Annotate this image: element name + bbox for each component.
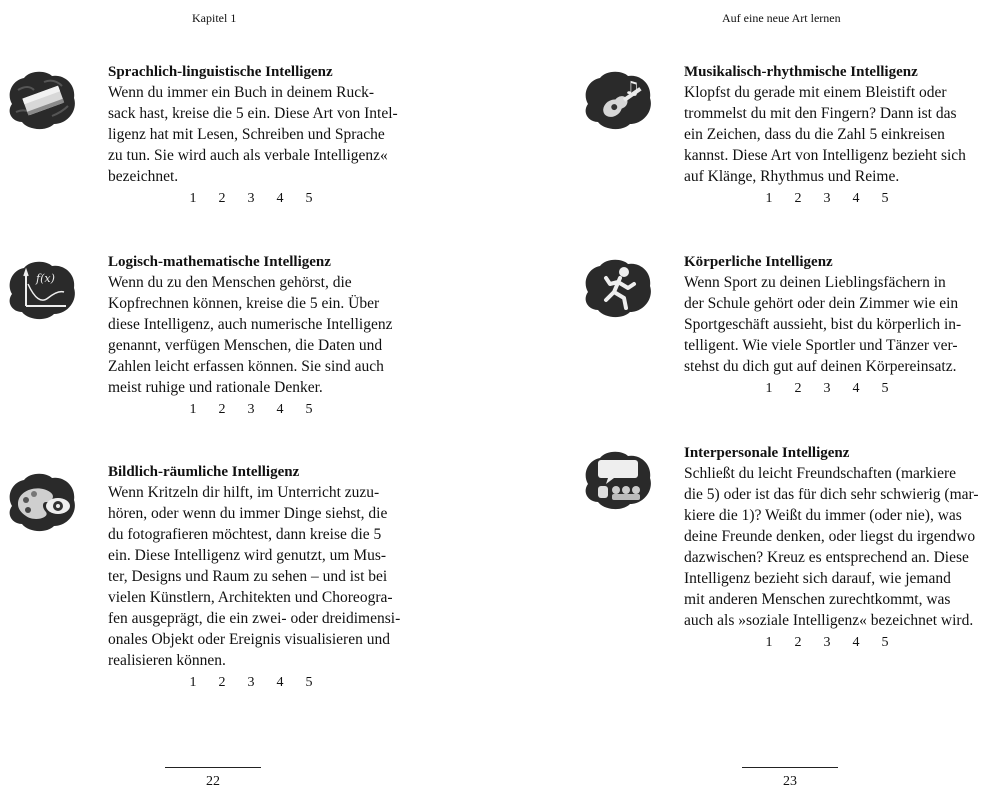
- body-line: Kopfrechnen können, kreise die 5 ein. Über: [108, 295, 380, 312]
- body-line: stehst du dich gut auf deinen Körpereinsatz.: [684, 358, 957, 375]
- body-line: vielen Künstlern, Architekten und Choreogra-: [108, 589, 393, 606]
- section-title: Körperliche Intelligenz: [684, 254, 833, 270]
- section-body: [108, 82, 508, 187]
- rating-1[interactable]: 1: [189, 191, 197, 206]
- body-line: fen ausgeprägt, die ein zwei- oder dreidimensi-: [108, 610, 401, 627]
- page-number: 22: [206, 774, 220, 789]
- body-line: ter, Designs und Raum zu sehen – und ist bei: [108, 568, 388, 585]
- rating-5[interactable]: 5: [305, 402, 313, 417]
- rating-4[interactable]: 4: [852, 635, 860, 650]
- section-title: Musikalisch-rhythmische Intelligenz: [684, 64, 918, 80]
- rating-5[interactable]: 5: [305, 191, 313, 206]
- body-line: ein Zeichen, dass du die Zahl 5 einkreisen: [684, 126, 945, 143]
- body-line: deine Freunde denken, oder liegst du irgendwo: [684, 528, 976, 545]
- running-head: Auf eine neue Art lernen: [722, 11, 841, 25]
- body-line: telligent. Wie viele Sportler und Tänzer ver-: [684, 337, 958, 354]
- rating-4[interactable]: 4: [276, 675, 284, 690]
- body-line: auf Klänge, Rhythmus und Reime.: [684, 168, 900, 185]
- rating-4[interactable]: 4: [852, 191, 860, 206]
- rating-5[interactable]: 5: [881, 381, 889, 396]
- rating-2[interactable]: 2: [218, 402, 226, 417]
- math-graph-brain-icon: [4, 258, 80, 324]
- body-line: auch als »soziale Intelligenz« bezeichnet wird.: [684, 612, 974, 629]
- rating-2[interactable]: 2: [218, 675, 226, 690]
- rating-5[interactable]: 5: [881, 635, 889, 650]
- rating-1[interactable]: 1: [765, 635, 773, 650]
- rating-3[interactable]: 3: [823, 635, 831, 650]
- body-line: Schließt du leicht Freundschaften (markiere: [684, 465, 957, 482]
- page-number: 23: [783, 774, 797, 789]
- body-line: Wenn du zu den Menschen gehörst, die: [108, 274, 352, 291]
- body-line: Intelligenz bezieht sich darauf, wie jemand: [684, 570, 951, 587]
- rating-scale: [682, 635, 972, 651]
- rating-1[interactable]: 1: [189, 402, 197, 417]
- rating-4[interactable]: 4: [276, 402, 284, 417]
- section-logisch: [108, 252, 508, 418]
- body-line: trommelst du mit den Fingern? Dann ist das: [684, 105, 957, 122]
- rating-scale: [106, 675, 396, 691]
- body-line: mit anderen Menschen zurechtkommt, was: [684, 591, 951, 608]
- rating-1[interactable]: 1: [765, 381, 773, 396]
- body-line: hören, oder wenn du immer Dinge siehst, die: [108, 505, 388, 522]
- body-line: sack hast, kreise die 5 ein. Diese Art von Intel-: [108, 105, 398, 122]
- body-line: onales Objekt oder Ereignis visualisieren und: [108, 631, 390, 648]
- section-bildlich: [108, 462, 508, 691]
- body-line: ligenz hat mit Lesen, Schreiben und Sprache: [108, 126, 385, 143]
- section-body: [684, 272, 1000, 377]
- rating-3[interactable]: 3: [823, 191, 831, 206]
- section-sprachlich: [108, 62, 508, 207]
- rating-5[interactable]: 5: [305, 675, 313, 690]
- folio-rule: [742, 767, 838, 768]
- rating-3[interactable]: 3: [247, 191, 255, 206]
- section-body: [108, 482, 508, 671]
- rating-3[interactable]: 3: [247, 675, 255, 690]
- rating-2[interactable]: 2: [794, 381, 802, 396]
- section-body: [684, 463, 1000, 631]
- section-koerperlich: [684, 252, 1000, 397]
- section-interpersonal: [684, 443, 1000, 651]
- rating-scale: [682, 191, 972, 207]
- rating-2[interactable]: 2: [218, 191, 226, 206]
- eraser-brain-icon: [4, 68, 80, 134]
- speech-people-brain-icon: [580, 448, 656, 514]
- rating-4[interactable]: 4: [276, 191, 284, 206]
- rating-scale: [682, 381, 972, 397]
- body-line: du fotografieren möchtest, dann kreise die 5: [108, 526, 382, 543]
- folio-rule: [165, 767, 261, 768]
- rating-1[interactable]: 1: [765, 191, 773, 206]
- section-title: Logisch-mathematische Intelligenz: [108, 254, 331, 270]
- body-line: bezeichnet.: [108, 168, 179, 185]
- rating-2[interactable]: 2: [794, 191, 802, 206]
- body-line: die 5) oder ist das für dich sehr schwierig (mar-: [684, 486, 979, 503]
- body-line: Wenn du immer ein Buch in deinem Ruck-: [108, 84, 375, 101]
- rating-4[interactable]: 4: [852, 381, 860, 396]
- body-line: genannt, verfügen Menschen, die Daten und: [108, 337, 383, 354]
- body-line: meist ruhige und rationale Denker.: [108, 379, 323, 396]
- rating-3[interactable]: 3: [823, 381, 831, 396]
- body-line: kannst. Diese Art von Intelligenz bezieht sich: [684, 147, 966, 164]
- music-guitar-brain-icon: [580, 68, 656, 134]
- svg-text:f(x): f(x): [36, 272, 55, 285]
- body-line: der Schule gehört oder dein Zimmer wie ein: [684, 295, 959, 312]
- body-line: Wenn Sport zu deinen Lieblingsfächern in: [684, 274, 946, 291]
- rating-scale: [106, 191, 396, 207]
- body-line: realisieren können.: [108, 652, 226, 669]
- body-line: diese Intelligenz, auch numerische Intelligenz: [108, 316, 393, 333]
- rating-2[interactable]: 2: [794, 635, 802, 650]
- section-body: [684, 82, 1000, 187]
- body-line: Klopfst du gerade mit einem Bleistift oder: [684, 84, 947, 101]
- right-page: [500, 0, 1000, 800]
- section-body: [108, 272, 508, 398]
- rating-1[interactable]: 1: [189, 675, 197, 690]
- rating-3[interactable]: 3: [247, 402, 255, 417]
- section-title: Sprachlich-linguistische Intelligenz: [108, 64, 333, 80]
- body-line: Wenn Kritzeln dir hilft, im Unterricht zuzu-: [108, 484, 380, 501]
- body-line: ein. Diese Intelligenz wird genutzt, um Mus-: [108, 547, 387, 564]
- section-musikalisch: [684, 62, 1000, 207]
- body-line: dazwischen? Kreuz es entsprechend an. Diese: [684, 549, 969, 566]
- palette-eye-brain-icon: [4, 470, 80, 536]
- body-line: zu tun. Sie wird auch als verbale Intelligenz«: [108, 147, 388, 164]
- body-line: Zahlen leicht erfassen können. Sie sind auch: [108, 358, 384, 375]
- running-head: Kapitel 1: [192, 11, 237, 25]
- rating-5[interactable]: 5: [881, 191, 889, 206]
- svg-text:♫: ♫: [624, 78, 641, 99]
- runner-brain-icon: [580, 256, 656, 322]
- section-title: Interpersonale Intelligenz: [684, 445, 850, 461]
- body-line: Sportgeschäft aussieht, bist du körperlich in-: [684, 316, 962, 333]
- rating-scale: [106, 402, 396, 418]
- body-line: kiere die 1)? Weißt du immer (oder nie), was: [684, 507, 962, 524]
- section-title: Bildlich-räumliche Intelligenz: [108, 464, 300, 480]
